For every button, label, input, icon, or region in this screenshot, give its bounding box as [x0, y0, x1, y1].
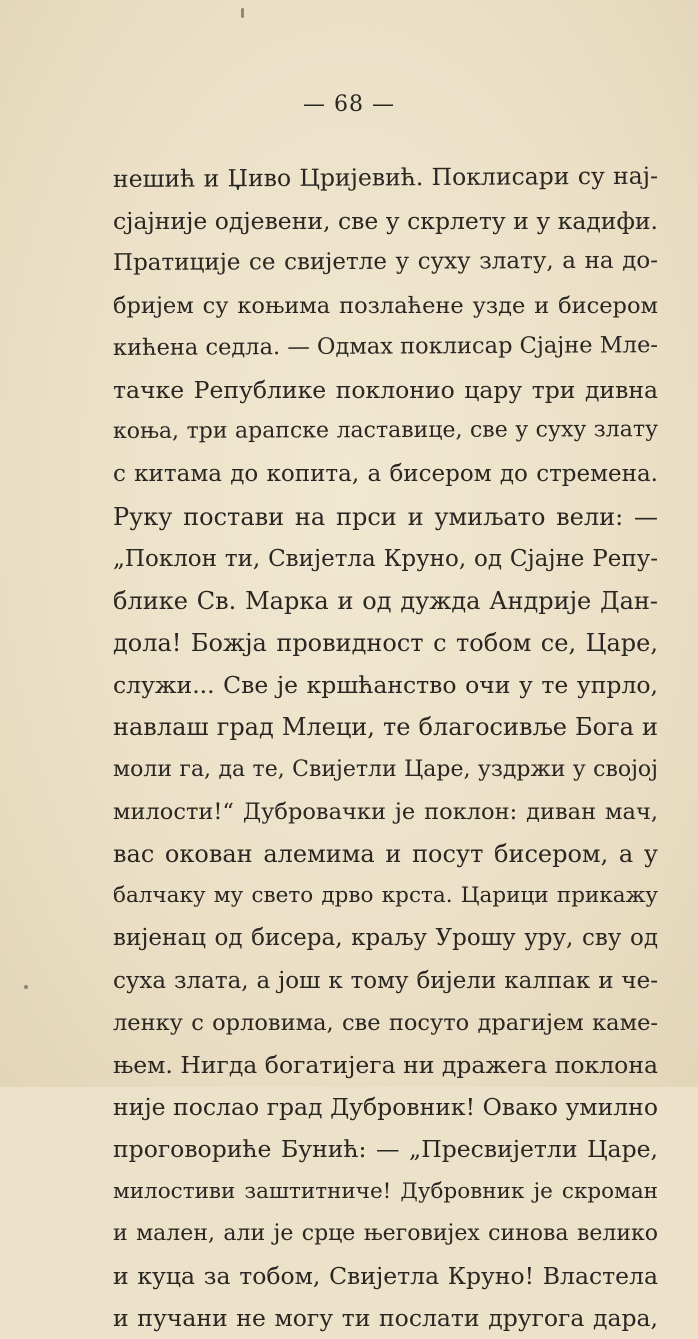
paper-speck — [24, 985, 28, 989]
text-line: вас окован алемима и посут бисером, а у — [113, 840, 658, 868]
text-line: навлаш град Млеци, те благосивље Бога и — [113, 713, 658, 742]
text-line: коња, три арапске ластавице, све у суху злату — [112, 417, 659, 445]
text-line: „Поклон ти, Свијетла Круно, од Сјајне Репу- — [113, 545, 658, 572]
text-line: није послао град Дубровник! Овако умилно — [113, 1093, 658, 1122]
text-line: вијенац од бисера, краљу Урошу уру, сву од — [113, 925, 658, 952]
text-line: сјајније одјевени, све у скрлету и у кадифи. — [113, 207, 658, 236]
text-line: служи... Све је кршћанство очи у те упрло, — [113, 671, 658, 700]
page-number: — 68 — — [303, 92, 395, 117]
text-line: проговориће Бунић: — „Пресвијетли Царе, — [113, 1135, 658, 1164]
text-line: нешић и Џиво Цријевић. Поклисари су нај- — [112, 161, 659, 193]
text-line: њем. Нигда богатијега ни дражега поклона — [113, 1050, 658, 1079]
text-line: суха злата, а још к тому бијели калпак и че- — [113, 967, 658, 994]
text-line: ленку с орловима, све посуто драгијем каме- — [113, 1009, 658, 1036]
text-line: блике Св. Марка и од дужда Андрије Дан- — [113, 586, 658, 615]
text-line: Руку постави на прси и умиљато вели: — — [113, 502, 658, 531]
text-line: тачке Републике поклонио цару три дивна — [113, 375, 658, 404]
paper-speck — [241, 8, 244, 18]
text-line: с китама до копита, а бисером до стремена. — [113, 461, 658, 488]
text-line: и куца за тобом, Свијетла Круно! Властела — [113, 1261, 658, 1290]
text-line: милости!“ Дубровачки је поклон: диван мач, — [113, 798, 658, 825]
text-line: балчаку му свето дрво крста. Царици прикажу — [113, 883, 658, 909]
text-line: кићена седла. — Одмах поклисар Сјајне Мле- — [112, 331, 659, 361]
text-line: и пучани не могу ти послати другога дара, — [113, 1304, 658, 1333]
text-line: Пратиције се свијетле у суху злату, а на до- — [112, 247, 659, 277]
text-line: моли га, да те, Свијетли Царе, уздржи у својој — [113, 756, 658, 782]
text-line: и мален, али је срце његовијех синова велико — [113, 1220, 658, 1246]
text-line: милостиви заштитниче! Дубровник је скроман — [113, 1178, 658, 1204]
text-line: бријем су коњима позлаћене узде и бисером — [113, 292, 658, 319]
body-text — [113, 158, 658, 1339]
text-line: дола! Божја провидност с тобом се, Царе, — [113, 629, 658, 658]
